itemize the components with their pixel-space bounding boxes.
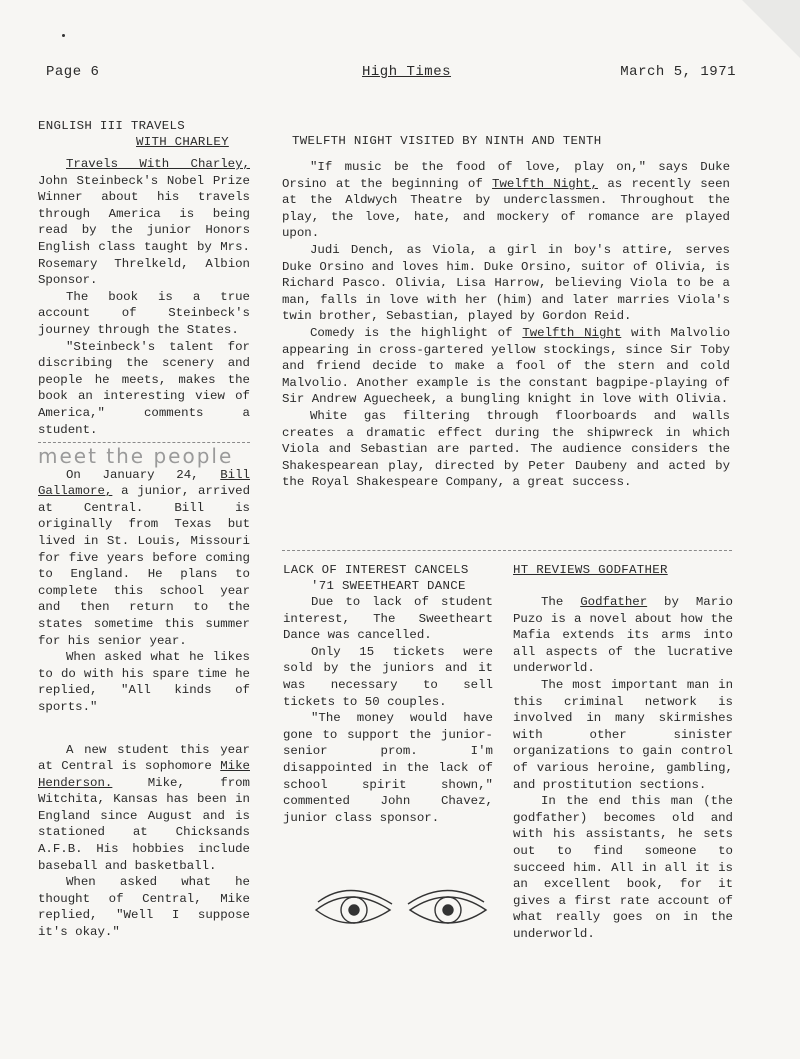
travels-paragraph-3: "Steinbeck's talent for discribing the scenery and people he meets, makes the book an interesting view of America," comments a student. <box>38 339 250 437</box>
twelfth-p3-b: with Malvolio appearing in cross-gartered yellow stockings, since Sir Toby and friend decide to make a fool of the stern and cold Malvolio. Another example is the constant bagpipe-playing of Sir Andrew Aguecheek, a bungling knight in love with Olivia. <box>282 325 731 407</box>
travels-headline-line1: ENGLISH III TRAVELS <box>38 119 185 133</box>
godfather-title: Godfather <box>580 595 648 609</box>
travels-article <box>38 118 250 438</box>
travels-book-title: Travels With Charley, <box>66 157 250 171</box>
godfather-headline: HT REVIEWS GODFATHER <box>513 563 668 577</box>
twelfth-p3-a: Comedy is the highlight of <box>310 325 513 340</box>
twelfth-paragraph-2: Judi Dench, as Viola, a girl in boy's attire, serves Duke Orsino and loves him. Duke Orsino, suitor of Olivia, is Richard Pasco. Olivia, Lisa Harrow, believing Viola to be a man, falls in love with her (him) and later marries Viola's twin brother, Sebastian, played by Gordon Reid. <box>282 242 730 324</box>
meet-name-bill: Bill Gallamore, <box>38 467 250 499</box>
godfather-article <box>513 562 733 942</box>
left-eye-drawing <box>316 890 392 923</box>
twelfth-title: Twelfth Night, <box>492 176 599 191</box>
dance-headline <box>283 562 493 594</box>
twelfth-night-article <box>282 133 730 491</box>
dance-headline-line1: LACK OF INTEREST CANCELS <box>283 563 469 577</box>
dance-article <box>283 562 493 826</box>
twelfth-p1-b: as recently seen at the Aldwych Theatre by underclassmen. Throughout the play, the love, hate, and mockery of romance are played upon. <box>282 176 730 241</box>
twelfth-paragraph-1 <box>282 159 730 242</box>
issue-date: March 5, 1971 <box>620 64 736 80</box>
meet-the-people-article <box>38 444 250 941</box>
twelfth-p1-a: "If music be the food of love, play on," says Duke Orsino at the beginning of <box>282 160 730 191</box>
dance-paragraph-3: "The money would have gone to support the junior-senior prom. I'm disappointed in the lack of school spirit shown," commented John Chavez, junior class sponsor. <box>283 711 493 825</box>
meet-paragraph-3 <box>38 742 250 875</box>
right-eye-drawing <box>408 890 486 923</box>
eyes-illustration <box>310 880 490 942</box>
meet-p1-start: On January 24, <box>66 467 199 482</box>
travels-paragraph-2: The book is a true account of Steinbeck's journey through the States. <box>38 289 250 337</box>
folded-corner <box>742 0 800 58</box>
meet-paragraph-1 <box>38 467 250 650</box>
meet-heading: meet the people <box>38 444 234 468</box>
hole-punch-mark <box>62 34 65 37</box>
meet-paragraph-4: When asked what he thought of Central, Mike replied, "Well I suppose it's okay." <box>38 875 250 940</box>
meet-paragraph-2: When asked what he likes to do with his spare time he replied, "All kinds of sports." <box>38 650 250 714</box>
meet-p1-text: a junior, arrived at Central. Bill is originally from Texas but lived in St. Louis, Missouri for five years before coming to England. He plans to complete this school year and then return to the states sometime this summer for his senior year. <box>38 484 250 648</box>
page-number: Page 6 <box>46 64 100 80</box>
travels-paragraph-1 <box>38 156 250 289</box>
dance-paragraph-2: Only 15 tickets were sold by the juniors and it was necessary to sell tickets to 50 couples. <box>283 644 493 709</box>
travels-p1-text: John Steinbeck's Nobel Prize Winner about his travels through America is being read by the junior Honors English class taught by Mrs. Rosemary Threlkeld, Albion Sponsor. <box>38 173 250 288</box>
dance-headline-line2: '71 SWEETHEART DANCE <box>311 579 466 593</box>
twelfth-paragraph-4: White gas filtering through floorboards and walls creates a dramatic effect during the shipwreck in which Viola and Sebastian are parted. The audience considers the Shakespearean play, directed by Peter Daubeny and acted by the Royal Shakespeare Company, a great success. <box>282 408 730 490</box>
section-divider <box>38 442 250 443</box>
page-header <box>46 64 736 84</box>
travels-headline <box>38 118 250 150</box>
godfather-paragraph-1 <box>513 594 733 677</box>
meet-name-mike: Mike Henderson. <box>38 759 250 790</box>
dance-paragraph-1: Due to lack of student interest, The Sweetheart Dance was cancelled. <box>283 595 493 643</box>
section-divider-right <box>282 550 732 551</box>
twelfth-headline: TWELFTH NIGHT VISITED BY NINTH AND TENTH <box>292 134 602 148</box>
godfather-paragraph-2: The most important man in this criminal network is involved in many skirmishes with other sinister organizations to gain control of various heroine, gambling, and prostitution sections. <box>513 677 733 792</box>
godfather-p1-b: by Mario Puzo is a novel about how the Mafia extends its arms into all aspects of the lucrative underworld. <box>513 595 733 676</box>
meet-p3-text: Mike, from Witchita, Kansas has been in England since August and is stationed at Chicksands A.F.B. His hobbies include baseball and basketball. <box>38 775 250 873</box>
godfather-p1-a: The <box>541 595 564 609</box>
newspaper-name: High Times <box>362 64 452 80</box>
godfather-paragraph-3: In the end this man (the godfather) becomes old and with his assistants, he sets out to find someone to succeed him. All in all it is an excellent book, for it gives a first rate account of what really goes on in the underworld. <box>513 794 733 941</box>
travels-headline-line2: WITH CHARLEY <box>136 135 229 149</box>
twelfth-title-2: Twelfth Night <box>522 325 622 340</box>
twelfth-paragraph-3 <box>282 325 730 408</box>
meet-p3-start: A new student this year at Central is sophomore <box>38 742 250 774</box>
